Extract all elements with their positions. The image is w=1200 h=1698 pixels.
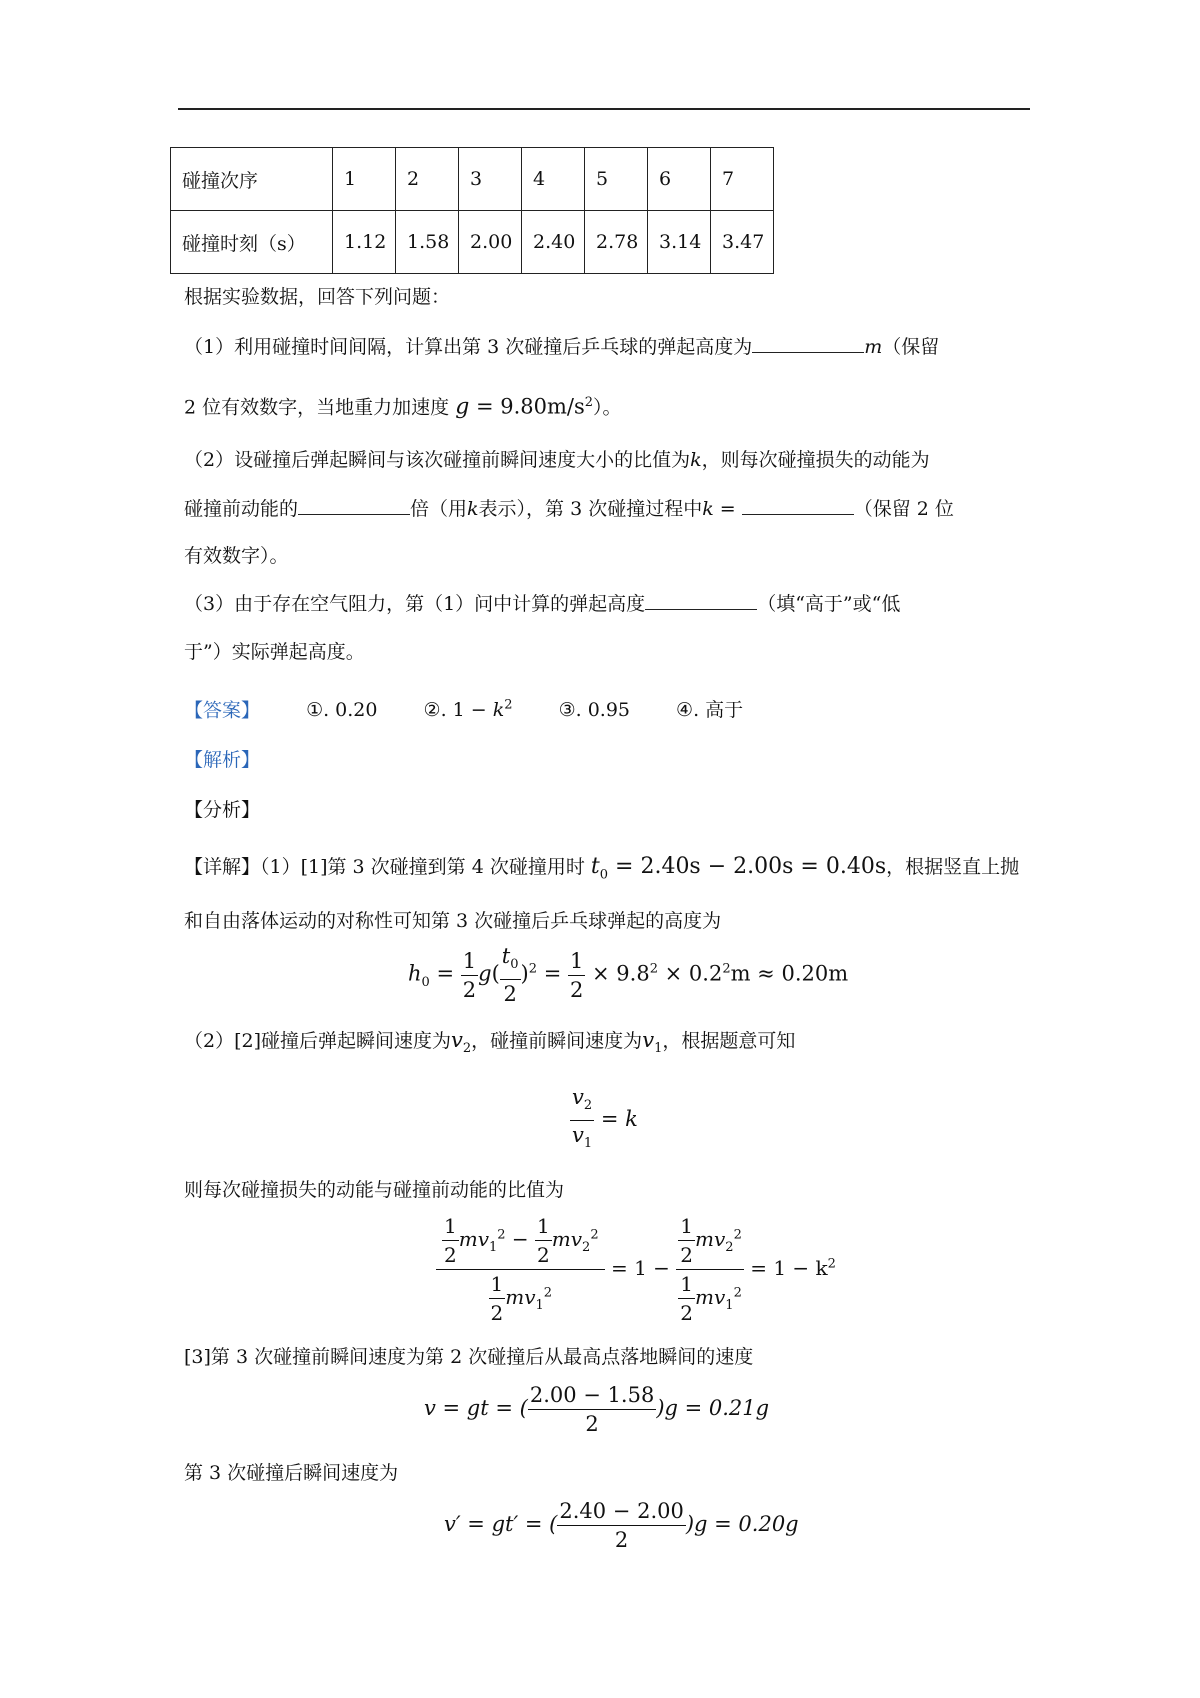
height-equation: $h_0$ = $\frac{1}{2}$ g( $\frac{t_0}{2}$ )$^2$ = $\frac{1}{2}$ × $9.8^2 \times 0.2^2m \approx 0.20m$ xyxy=(408,944,849,1007)
subscript: 1 xyxy=(489,1240,498,1255)
superscript: 2 xyxy=(827,1256,836,1272)
numerator xyxy=(436,1212,605,1270)
q2-text-b: ，则每次碰撞损失的动能为 xyxy=(701,449,930,471)
answer-2-text: ②. 1 − xyxy=(423,699,493,722)
denominator: 2 xyxy=(462,977,477,1002)
numerator xyxy=(570,1083,594,1121)
eq-lhs: v = gt = ( xyxy=(424,1396,528,1420)
velocity-before-equation xyxy=(424,1381,769,1438)
v-symbol: v xyxy=(572,1123,584,1148)
superscript: 2 xyxy=(649,961,658,977)
mv-term: mv xyxy=(695,1227,726,1251)
table-cell: 7 xyxy=(711,148,774,211)
g-symbol: g xyxy=(455,394,470,420)
table-cell: 4 xyxy=(522,148,585,211)
table-cell: 3.14 xyxy=(648,211,711,274)
table-cell: 6 xyxy=(648,148,711,211)
eq-rhs: = k xyxy=(594,1107,638,1132)
eq-term: × 9.8 xyxy=(585,961,650,986)
denominator xyxy=(570,1121,594,1158)
unit: m xyxy=(864,336,883,358)
k-symbol: k xyxy=(702,498,714,520)
big-fraction xyxy=(436,1212,605,1327)
subscript: 0 xyxy=(510,957,519,973)
fraction xyxy=(500,942,521,1008)
superscript: 2 xyxy=(733,1227,742,1243)
k-symbol: k xyxy=(690,449,702,471)
numerator: 1 xyxy=(678,1270,695,1299)
equals: = xyxy=(537,961,568,986)
denominator: 2 xyxy=(680,1301,694,1325)
paragraph-2 xyxy=(184,1025,795,1064)
q2-text-e: 表示），第 3 次碰撞过程中 xyxy=(478,498,703,520)
table-header-cell: 碰撞时刻（s） xyxy=(171,211,333,274)
superscript: 2 xyxy=(543,1285,553,1301)
table-cell: 2.40 xyxy=(522,211,585,274)
g-symbol: g xyxy=(478,961,492,986)
q2-text-f: （保留 2 位 xyxy=(853,498,954,520)
text: ，碰撞前瞬间速度为 xyxy=(471,1030,643,1052)
fraction xyxy=(570,1083,594,1158)
superscript: 2 xyxy=(504,698,513,713)
v-symbol: v xyxy=(572,1085,584,1109)
eq-term: × 0.2 xyxy=(657,961,723,986)
v-symbol: v xyxy=(642,1028,655,1052)
answer-4: ④. 高于 xyxy=(676,699,744,722)
answer-blank xyxy=(298,496,410,515)
subscript: 1 xyxy=(654,1040,663,1056)
paragraph-3: 则每次碰撞损失的动能与碰撞前动能的比值为 xyxy=(184,1179,565,1201)
fraction xyxy=(557,1497,685,1554)
eq-rhs: )g = 0.21g xyxy=(656,1396,770,1420)
q1-text-b: （保留 xyxy=(882,336,940,358)
answer-line xyxy=(184,691,743,725)
denominator: 2 xyxy=(614,1528,629,1552)
q2-text-d: 倍（用 xyxy=(410,498,468,520)
big-fraction xyxy=(676,1212,744,1327)
g-value: = 9.80m/s xyxy=(469,394,585,419)
v-symbol: v xyxy=(451,1028,463,1052)
table-cell: 5 xyxy=(585,148,648,211)
denominator xyxy=(676,1270,744,1327)
question-3-line-2: 于”）实际弹起高度。 xyxy=(184,641,365,663)
subscript: 2 xyxy=(583,1098,593,1114)
eq-rhs: )g = 0.20g xyxy=(685,1512,799,1536)
velocity-after-equation xyxy=(444,1497,799,1554)
denominator: 2 xyxy=(490,1301,504,1325)
table-cell: 2 xyxy=(396,148,459,211)
subscript: 1 xyxy=(583,1136,593,1152)
q2-text: （2）设碰撞后弹起瞬间与该次碰撞前瞬间速度大小的比值为 xyxy=(184,449,691,471)
numerator: 1 xyxy=(568,947,585,976)
detail-line-2: 和自由落体运动的对称性可知第 3 次碰撞后乒乓球弹起的高度为 xyxy=(184,910,722,932)
mv-term: mv xyxy=(551,1227,583,1251)
q3-text: （3）由于存在空气阻力，第（1）问中计算的弹起高度 xyxy=(184,593,646,615)
fraction xyxy=(442,1212,459,1269)
q2-text-c: 碰撞前动能的 xyxy=(184,498,299,520)
text: （2）[2]碰撞后弹起瞬间速度为 xyxy=(184,1030,452,1052)
k-symbol: k xyxy=(467,498,479,520)
q1-text: （1）利用碰撞时间间隔，计算出第 3 次碰撞后乒乓球的弹起高度为 xyxy=(184,336,753,358)
collision-table xyxy=(170,147,774,274)
table-row xyxy=(171,148,774,211)
superscript: 2 xyxy=(733,1285,742,1301)
t-symbol: t xyxy=(590,854,600,879)
numerator xyxy=(500,942,521,980)
answer-label: 【答案】 xyxy=(184,699,261,722)
fraction xyxy=(489,1270,506,1327)
subscript: 1 xyxy=(535,1298,544,1313)
eq-result: m ≈ 0.20m xyxy=(730,961,849,986)
text: ，根据题意可知 xyxy=(662,1030,796,1052)
detail-label: 【详解】 xyxy=(184,856,261,878)
denominator: 2 xyxy=(569,977,584,1002)
denominator: 2 xyxy=(444,1243,457,1267)
paragraph-4: [3]第 3 次碰撞前瞬间速度为第 2 次碰撞后从最高点落地瞬间的速度 xyxy=(184,1346,754,1368)
numerator: 1 xyxy=(461,947,478,976)
eq-middle: = 1 − xyxy=(604,1256,677,1280)
question-1-line-1 xyxy=(184,332,939,362)
numerator xyxy=(676,1212,744,1270)
table-row xyxy=(171,211,774,274)
table-cell: 1.12 xyxy=(333,211,396,274)
superscript: 2 xyxy=(528,961,538,977)
numerator: 2.00 − 1.58 xyxy=(528,1381,656,1410)
answer-3: ③. 0.95 xyxy=(558,699,630,722)
answer-blank xyxy=(742,496,854,515)
table-cell: 2.00 xyxy=(459,211,522,274)
numerator: 1 xyxy=(535,1212,552,1241)
fraction xyxy=(535,1212,552,1269)
h-symbol: h xyxy=(408,961,422,986)
fenxi-label: 【分析】 xyxy=(184,799,261,821)
equals: = xyxy=(713,498,736,520)
header-rule xyxy=(178,108,1030,110)
ratio-equation xyxy=(570,1083,638,1158)
superscript: 2 xyxy=(590,1227,599,1243)
equals: = xyxy=(429,961,461,986)
question-2-line-3: 有效数字）。 xyxy=(184,545,289,567)
question-2-line-2 xyxy=(184,494,954,524)
table-cell: 3 xyxy=(459,148,522,211)
subscript: 1 xyxy=(725,1298,734,1313)
superscript: 2 xyxy=(722,961,731,977)
question-1-line-2 xyxy=(184,388,622,422)
fraction xyxy=(678,1270,695,1327)
numerator: 1 xyxy=(489,1270,506,1299)
energy-ratio-equation xyxy=(436,1212,836,1327)
table-cell: 3.47 xyxy=(711,211,774,274)
denominator: 2 xyxy=(680,1243,694,1267)
detail-text: （1）[1]第 3 次碰撞到第 4 次碰撞用时 xyxy=(260,856,585,878)
superscript: 2 xyxy=(497,1227,506,1243)
minus: − xyxy=(505,1227,536,1251)
table-cell: 2.78 xyxy=(585,211,648,274)
answer-blank xyxy=(752,334,864,353)
detail-line-1 xyxy=(184,852,1019,890)
denominator: 2 xyxy=(503,982,517,1007)
mv-term: mv xyxy=(695,1285,726,1309)
denominator xyxy=(436,1270,605,1327)
mv-term: mv xyxy=(505,1285,536,1309)
table-cell: 1.58 xyxy=(396,211,459,274)
time-equation: = 2.40s − 2.00s = 0.40s xyxy=(608,854,887,879)
eq-result: = 1 − k xyxy=(743,1256,828,1280)
paragraph-5: 第 3 次碰撞后瞬间速度为 xyxy=(184,1462,399,1484)
eq-lhs: v′ = gt′ = ( xyxy=(444,1512,558,1536)
mv-term: mv xyxy=(458,1227,489,1251)
t-symbol: t xyxy=(501,944,511,968)
denominator: 2 xyxy=(537,1243,550,1267)
fraction xyxy=(528,1381,656,1438)
table-header-cell: 碰撞次序 xyxy=(171,148,333,211)
intro-text: 根据实验数据，回答下列问题： xyxy=(184,286,451,308)
fraction xyxy=(461,947,478,1004)
jiexi-label: 【解析】 xyxy=(184,749,261,771)
question-2-line-1 xyxy=(184,445,930,475)
denominator: 2 xyxy=(585,1412,599,1436)
answer-1: ①. 0.20 xyxy=(306,699,378,722)
subscript: 2 xyxy=(725,1240,734,1255)
detail-text-b: ，根据竖直上抛 xyxy=(886,856,1020,878)
subscript: 0 xyxy=(421,974,430,990)
q1-text-d: ）。 xyxy=(593,396,622,419)
fraction xyxy=(568,947,585,1004)
subscript: 2 xyxy=(462,1040,472,1056)
subscript: 2 xyxy=(582,1240,591,1255)
subscript: 0 xyxy=(599,867,609,883)
numerator: 1 xyxy=(442,1212,459,1241)
superscript: 2 xyxy=(584,395,594,410)
numerator: 2.40 − 2.00 xyxy=(557,1497,685,1526)
answer-blank xyxy=(645,591,757,610)
question-3-line-1 xyxy=(184,589,900,619)
k-symbol: k xyxy=(492,699,505,722)
answer-2 xyxy=(424,699,513,721)
q3-text-b: （填“高于”或“低 xyxy=(757,593,901,615)
numerator: 1 xyxy=(678,1212,695,1241)
table-cell: 1 xyxy=(333,148,396,211)
q1-text-c: 2 位有效数字，当地重力加速度 xyxy=(184,396,450,419)
fraction xyxy=(678,1212,695,1269)
